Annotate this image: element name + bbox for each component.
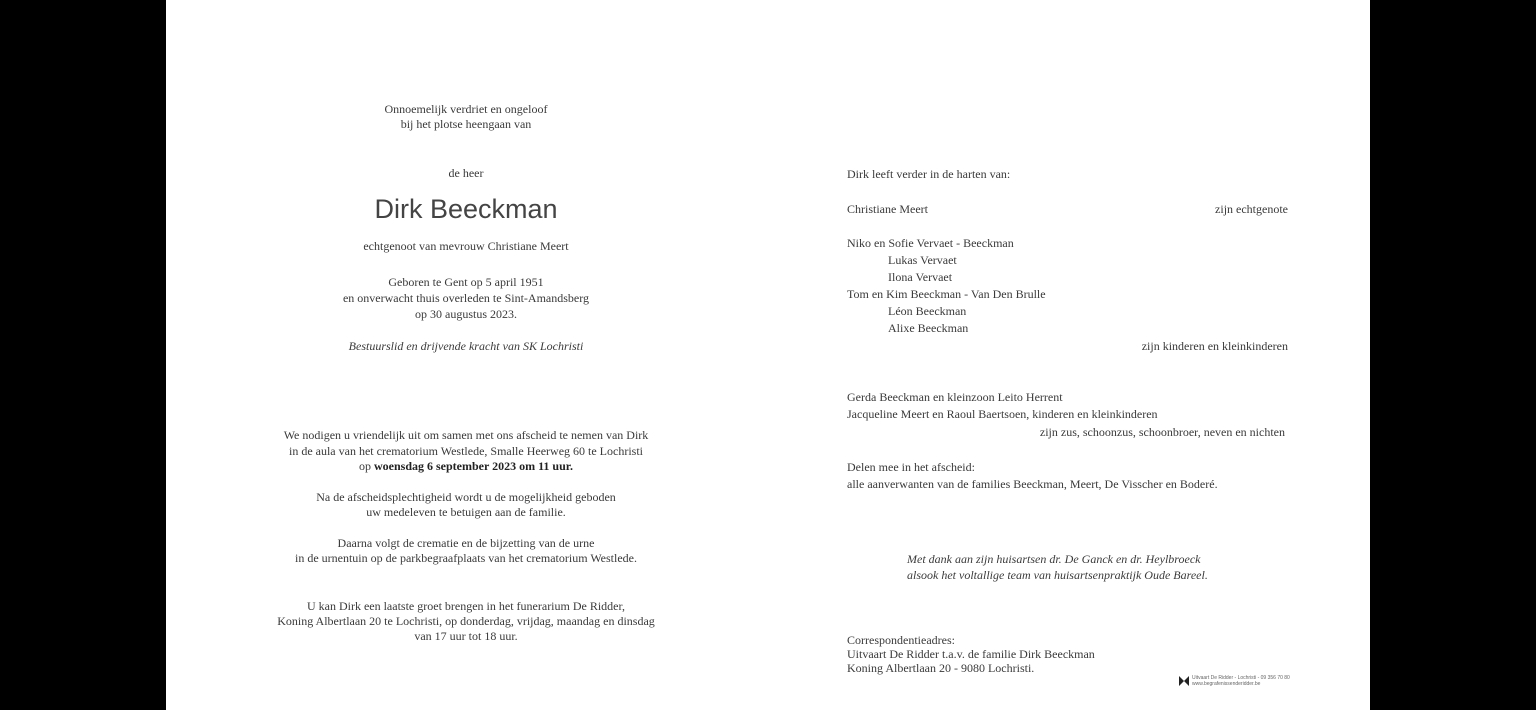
correspondence-name: Uitvaart De Ridder t.a.v. de familie Dirk Beeckman — [847, 647, 1095, 661]
children-role: zijn kinderen en kleinkinderen — [1141, 339, 1288, 353]
correspondence-address: Koning Albertlaan 20 - 9080 Lochristi. — [847, 661, 1035, 675]
ceremony-line-2: uw medeleven te betuigen aan de familie. — [366, 505, 566, 519]
family-member: Léon Beeckman — [888, 304, 967, 318]
sister-line-2: Jacqueline Meert en Raoul Baertsoen, kinderen en kleinkinderen — [847, 407, 1158, 421]
ceremony-line-1: Na de afscheidsplechtigheid wordt u de mogelijkheid geboden — [316, 490, 616, 504]
family-member: Lukas Vervaet — [888, 253, 957, 267]
intro-line-2: bij het plotse heengaan van — [400, 117, 532, 131]
family-member: Ilona Vervaet — [888, 270, 953, 284]
cremation-line-2: in de urnentuin op de parkbegraafplaats van het crematorium Westlede. — [294, 551, 638, 565]
logo-line-1: Uitvaart De Ridder - Lochristi - 09 356 70 80 — [1192, 675, 1290, 681]
invite-line-3-prefix: op — [358, 459, 374, 473]
spouse-line: echtgenoot van mevrouw Christiane Meert — [363, 239, 569, 253]
logo-line-2: www.begrafenissenderidder.be — [1192, 681, 1261, 687]
bowtie-logo-icon — [1179, 676, 1189, 689]
funeral-home-logo-text — [1192, 675, 1290, 687]
siblings-role: zijn zus, schoonzus, schoonbroer, neven en nichten — [1039, 425, 1285, 439]
ceremony-date: woensdag 6 september 2023 om 11 uur. — [373, 459, 573, 473]
right-black-margin — [1370, 0, 1536, 710]
death-line: en onverwacht thuis overleden te Sint-Amandsberg — [342, 291, 590, 305]
family-member: Tom en Kim Beeckman - Van Den Brulle — [847, 287, 1046, 301]
wife-name: Christiane Meert — [847, 202, 928, 216]
share-families: alle aanverwanten van de families Beeckman, Meert, De Visscher en Boderé. — [847, 477, 1218, 491]
survivors-heading: Dirk leeft verder in de harten van: — [847, 167, 1011, 181]
deceased-name: Dirk Beeckman — [374, 194, 558, 224]
correspondence-heading: Correspondentieadres: — [847, 633, 955, 647]
family-member: Alixe Beeckman — [888, 321, 969, 335]
visit-line-3: van 17 uur tot 18 uur. — [414, 629, 518, 643]
invite-line-3 — [166, 458, 766, 475]
obituary-card — [166, 0, 1370, 710]
role-line: Bestuurslid en drijvende kracht van SK Lochristi — [348, 339, 584, 353]
title-honorific: de heer — [448, 166, 484, 180]
death-date-line: op 30 augustus 2023. — [415, 307, 517, 321]
intro-line-1: Onnoemelijk verdriet en ongeloof — [384, 102, 548, 116]
cremation-line-1: Daarna volgt de crematie en de bijzetting van de urne — [337, 536, 595, 550]
invite-line-1: We nodigen u vriendelijk uit om samen met ons afscheid te nemen van Dirk — [283, 428, 649, 442]
wife-role: zijn echtgenote — [1215, 202, 1288, 216]
visit-line-2: Koning Albertlaan 20 te Lochristi, op donderdag, vrijdag, maandag en dinsdag — [277, 614, 655, 628]
birth-line: Geboren te Gent op 5 april 1951 — [388, 275, 544, 289]
thanks-line-2: alsook het voltallige team van huisartsenpraktijk Oude Bareel. — [907, 568, 1208, 582]
family-member: Niko en Sofie Vervaet - Beeckman — [847, 236, 1014, 250]
visit-line-1: U kan Dirk een laatste groet brengen in het funerarium De Ridder, — [306, 599, 626, 613]
thanks-line-1: Met dank aan zijn huisartsen dr. De Ganck en dr. Heylbroeck — [907, 552, 1201, 566]
share-heading: Delen mee in het afscheid: — [847, 460, 975, 474]
invite-line-2: in de aula van het crematorium Westlede, Smalle Heerweg 60 te Lochristi — [288, 444, 644, 458]
sister-line-1: Gerda Beeckman en kleinzoon Leito Herrent — [847, 390, 1063, 404]
